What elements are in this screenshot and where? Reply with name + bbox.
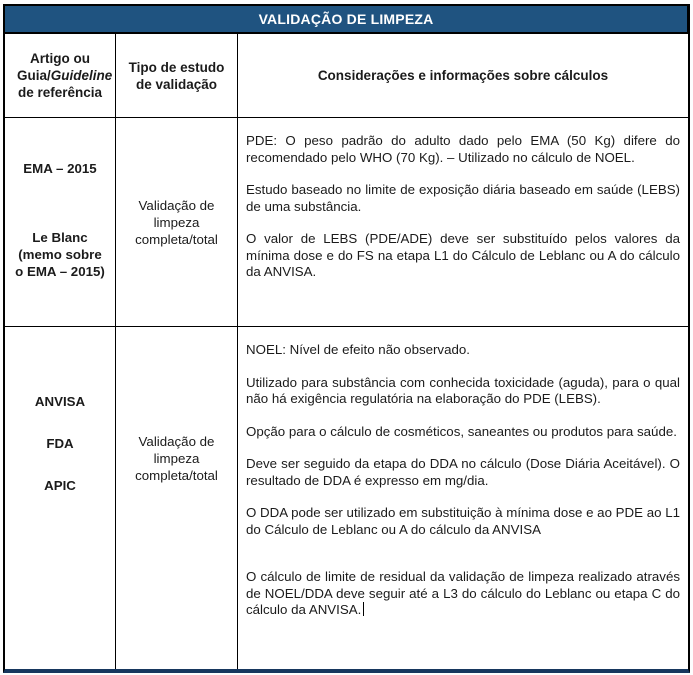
column-header-study-type [116,34,238,118]
row2-paragraph-3: Opção para o cálculo de cosméticos, saneantes ou produtos para saúde. [246,423,677,439]
row1-paragraph-2: Estudo baseado no limite de exposição diária baseado em saúde (LEBS) de uma substância. [246,182,680,214]
column-header-reference-label [17,50,113,101]
row2-paragraph-1: NOEL: Nível de efeito não observado. [246,342,470,357]
row2-reference-item-3: APIC [44,478,76,493]
row1-reference-cell[interactable] [5,118,116,327]
row2-considerations-cell[interactable] [238,327,688,669]
row2-paragraph-4: Deve ser seguido da etapa do DDA no cálculo (Dose Diária Aceitável). O resultado de DDA é expresso em mg/dia. [246,456,680,488]
column-header-reference [5,34,116,118]
table-title: VALIDAÇÃO DE LIMPEZA [258,11,434,27]
row1-paragraph-3: O valor de LEBS (PDE/ADE) deve ser substituído pelos valores da mínima dose e do FS na etapa L1 do Cálculo de Leblanc ou A do cálculo da ANVISA. [246,231,680,279]
row2-paragraph-6-text: O cálculo de limite de residual da validação de limpeza realizado através de NOEL/DDA deve seguir até a L3 do cálculo do Leblanc ou etapa C do cálculo da ANVISA. [246,569,680,617]
row1-study-type-cell[interactable] [116,118,238,327]
column-header-considerations-label: Considerações e informações sobre cálculos [317,68,609,83]
row2-paragraph-2: Utilizado para substância com conhecida toxicidade (aguda), para o qual não há exigência regulatória na elaboração do PDE (LEBS). [246,374,680,406]
column-header-reference-text2: de referência [17,85,103,100]
row1-study-type-text: Validação de limpeza completa/total [135,197,218,247]
row1-reference-item-2: Le Blanc (memo sobre o EMA – 2015) [15,230,105,279]
column-header-reference-italic: Guideline [50,68,113,83]
row2-paragraph-6 [246,569,680,619]
row2-paragraph-5: O DDA pode ser utilizado em substituição à mínima dose e ao PDE ao L1 do Cálculo de Leblanc ou A do cálculo da ANVISA [246,505,680,537]
text-cursor [363,602,364,616]
row1-reference-item-1: EMA – 2015 [23,161,97,176]
cleaning-validation-table [3,4,690,673]
row2-study-type-text: Validação de limpeza completa/total [135,434,218,483]
row2-reference-cell[interactable] [5,327,116,669]
table-title-bar [5,6,688,34]
row1-paragraph-1: PDE: O peso padrão do adulto dado pelo EMA (50 Kg) difere do recomendado pelo WHO (70 Kg). – Utilizado no cálculo de NOEL. [246,133,680,165]
row2-reference-item-1: ANVISA [34,394,86,409]
row2-study-type-cell[interactable] [116,327,238,669]
row2-reference-item-2: FDA [46,436,74,451]
row1-considerations-cell[interactable] [238,118,688,327]
column-header-considerations [238,34,688,118]
column-header-study-type-label: Tipo de estudo de validação [128,59,225,92]
table-grid [5,6,688,669]
column-header-reference-text: Artigo ou Guia/ [17,51,90,83]
